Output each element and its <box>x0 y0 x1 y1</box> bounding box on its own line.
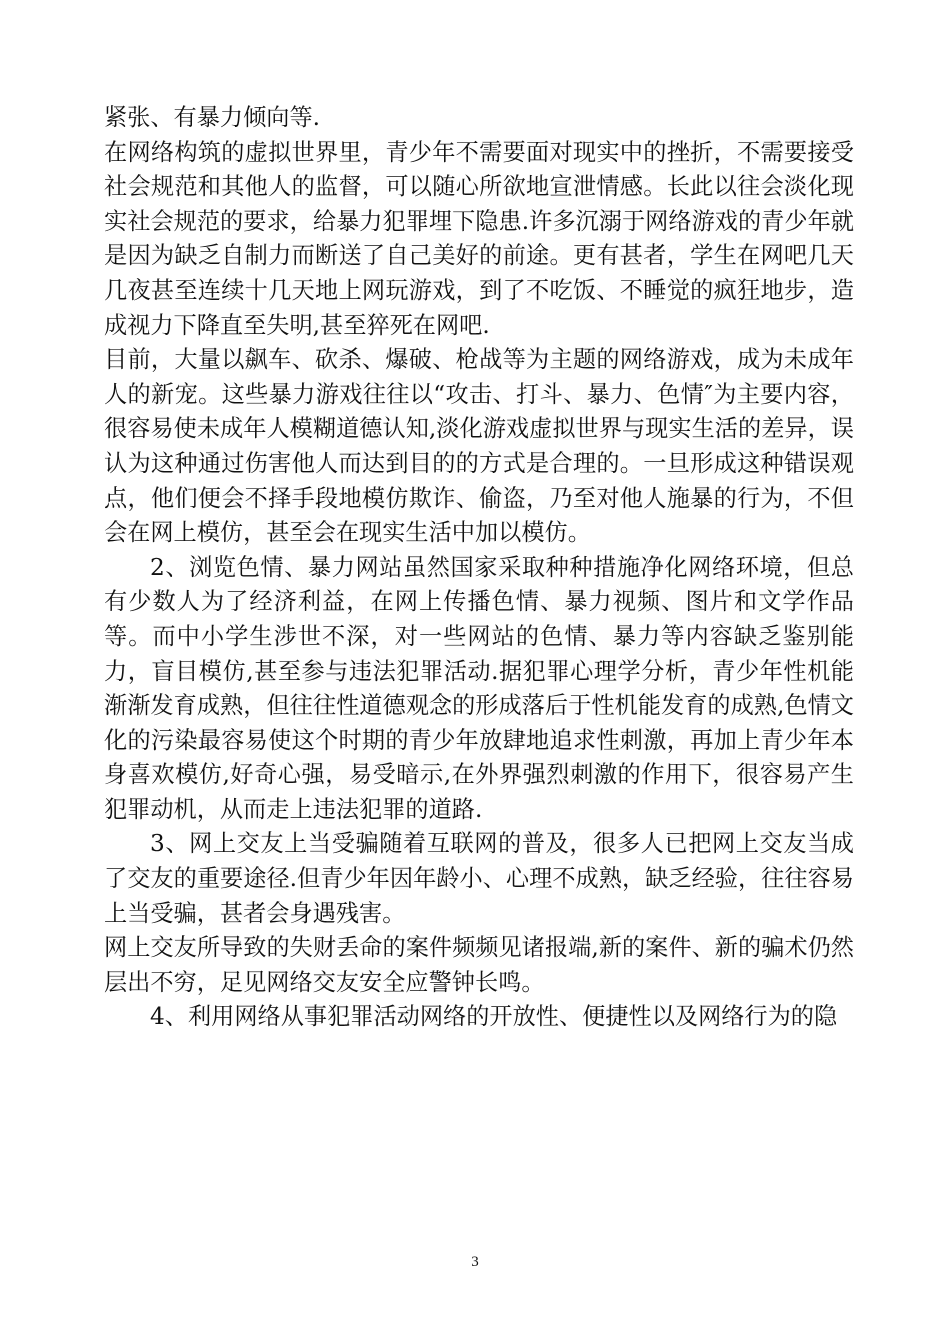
paragraph-6: 网上交友所导致的失财丢命的案件频频见诸报端,新的案件、新的骗术仍然层出不穷，足见网络交友安全应警钟长鸣。 <box>104 934 854 996</box>
document-body <box>104 101 854 1035</box>
paragraph-1: 紧张、有暴力倾向等. <box>104 104 321 131</box>
paragraph-7: 4、利用网络从事犯罪活动网络的开放性、便捷性以及网络行为的隐 <box>150 1003 838 1031</box>
paragraph-4: 2、浏览色情、暴力网站虽然国家采取种种措施净化网络环境，但总有少数人为了经济利益，在网上传播色情、暴力视频、图片和文学作品等。而中小学生涉世不深，对一些网站的色情、暴力等内容缺乏鉴别能力，盲目模仿,甚至参与违法犯罪活动.据犯罪心理学分析，青少年性机能渐渐发育成熟，但往往性道德观念的形成落后于性机能发育的成熟,色情文化的污染最容易使这个时期的青少年放肆地追求性刺激，再加上青少年本身喜欢模仿,好奇心强，易受暗示,在外界强烈刺激的作用下，很容易产生犯罪动机，从而走上违法犯罪的道路. <box>104 553 854 823</box>
paragraph-5: 3、网上交友上当受骗随着互联网的普及，很多人已把网上交友当成了交友的重要途径.但青少年因年龄小、心理不成熟，缺乏经验，往往容易上当受骗，甚者会身遇残害。 <box>104 830 854 927</box>
page-number: 3 <box>471 1254 479 1270</box>
paragraph-3: 目前，大量以飙车、砍杀、爆破、枪战等为主题的网络游戏，成为未成年人的新宠。这些暴力游戏往往以“攻击、打斗、暴力、色情″为主要内容，很容易使未成年人模糊道德认知,淡化游戏虚拟世界与现实生活的差异，误认为这种通过伤害他人而达到目的的方式是合理的。一旦形成这种错误观点，他们便会不择手段地模仿欺诈、偷盗，乃至对他人施暴的行为，不但会在网上模仿，甚至会在现实生活中加以模仿。 <box>104 346 854 547</box>
paragraph-2: 在网络构筑的虚拟世界里，青少年不需要面对现实中的挫折，不需要接受社会规范和其他人的监督，可以随心所欲地宣泄情感。长此以往会淡化现实社会规范的要求，给暴力犯罪埋下隐患.许多沉溺于网络游戏的青少年就是因为缺乏自制力而断送了自己美好的前途。更有甚者，学生在网吧几天几夜甚至连续十几天地上网玩游戏，到了不吃饭、不睡觉的疯狂地步，造成视力下降直至失明,甚至猝死在网吧. <box>104 138 854 339</box>
